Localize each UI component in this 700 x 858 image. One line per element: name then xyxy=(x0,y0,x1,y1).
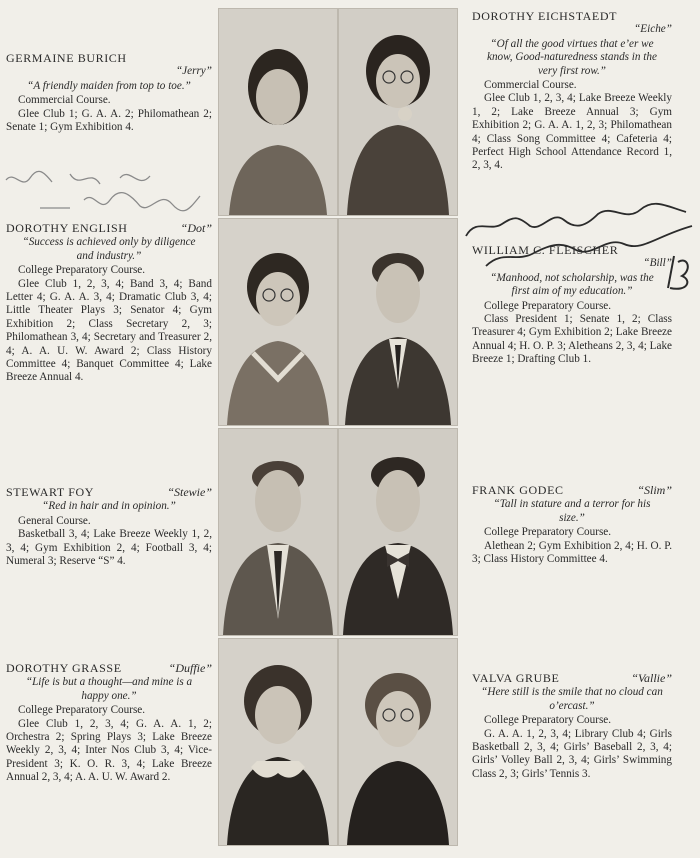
student-course: General Course. xyxy=(18,514,91,527)
student-nickname: “Stewie” xyxy=(167,485,212,499)
photo-grid xyxy=(218,8,458,846)
student-name: DOROTHY ENGLISH xyxy=(6,221,128,235)
student-course: College Preparatory Course. xyxy=(484,714,612,727)
student-course: College Preparatory Course. xyxy=(484,299,612,312)
student-motto: “Red in hair and in opinion.” xyxy=(42,500,176,513)
student-motto: “Tall in stature and a terror for his size.” xyxy=(493,498,651,524)
student-name: DOROTHY EICHSTAEDT xyxy=(472,9,618,23)
student-motto: “Here still is the smile that no cloud can o’ercast.” xyxy=(481,686,663,712)
portrait-grasse xyxy=(218,638,338,846)
student-entry-godec xyxy=(472,484,672,566)
portrait-eichstaedt xyxy=(338,8,458,216)
portrait-english xyxy=(218,218,338,426)
student-nickname: “Jerry” xyxy=(175,65,212,78)
student-nickname: “Eiche” xyxy=(634,23,672,36)
student-record: G. A. A. 1, 2, 3, 4; Library Club 4; Girls Basketball 2, 3, 4; Girls’ Baseball 2, 3, 4; Girls’ Volley Ball 2, 3, 4; Girls’ Swimming Class 2, 3; Girls’ Tennis 3. xyxy=(472,727,672,780)
student-motto: “A friendly maiden from top to toe.” xyxy=(27,79,191,92)
student-entry-english xyxy=(6,222,212,385)
student-motto: “Of all the good virtues that e’er we know, Good-naturedness stands in the very first row.” xyxy=(487,37,657,77)
student-record: Class President 1; Senate 1, 2; Class Treasurer 4; Gym Exhibition 2; Lake Breeze Annual 4; H. O. P. 3; Aletheans 2, 3, 4; Lake Breeze 1; Drafting Club 1. xyxy=(472,313,672,366)
student-course: College Preparatory Course. xyxy=(484,526,612,539)
student-record: Glee Club 1, 2, 3, 4; Lake Breeze Weekly 1, 2; Lake Breeze Annual 3; Gym Exhibition 2; G. A. A. 1, 2, 3; Philomathean 4; Class Song Committee 4; Cafeteria 4; Perfect High School Attendance Record 1, 2, 3, 4. xyxy=(472,92,672,172)
portrait-burich xyxy=(218,8,338,216)
student-nickname: “Dot” xyxy=(180,221,212,235)
student-nickname: “Bill” xyxy=(643,257,672,270)
portrait-fleischer xyxy=(338,218,458,426)
student-entry-eichstaedt xyxy=(472,10,672,173)
student-name: VALVA GRUBE xyxy=(472,671,560,685)
student-record: Basketball 3, 4; Lake Breeze Weekly 1, 2, 3, 4; Gym Exhibition 2, 4; Football 3, 4; Numeral 3; Reserve “S” 4. xyxy=(6,528,212,568)
student-name: DOROTHY GRASSE xyxy=(6,661,122,675)
student-record: Glee Club 1; G. A. A. 2; Philomathean 2; Senate 1; Gym Exhibition 4. xyxy=(6,107,212,134)
student-entry-grasse xyxy=(6,662,212,785)
student-record: Glee Club 1, 2, 3, 4; Band 3, 4; Band Letter 4; G. A. A. 3, 4; Dramatic Club 3, 4; Little Theater Plays 3; Senator 4; Gym Exhibition 2; Class Secretary 2, 3; Philomathean 3, 4; Secretary and Treasurer 2, 4; A. A. U. W. Award 2; Class History Committee 4; Banquet Committee 4; Lake Breeze Annual 4. xyxy=(6,277,212,384)
student-name: WILLIAM C. FLEISCHER xyxy=(472,243,619,257)
student-name: STEWART FOY xyxy=(6,485,94,499)
student-entry-fleischer xyxy=(472,244,672,367)
student-entry-foy xyxy=(6,486,212,568)
handwriting-note-left xyxy=(0,160,210,220)
portrait-godec xyxy=(338,428,458,636)
portrait-foy xyxy=(218,428,338,636)
student-nickname: “Vallie” xyxy=(631,671,672,685)
student-record: Alethean 2; Gym Exhibition 2, 4; H. O. P. 3; Class History Committee 4. xyxy=(472,539,672,566)
student-course: Commercial Course. xyxy=(484,79,577,92)
student-motto: “Manhood, not scholarship, was the first aim of my education.” xyxy=(490,271,654,298)
portrait-grube xyxy=(338,638,458,846)
student-course: College Preparatory Course. xyxy=(18,704,146,717)
student-entry-burich xyxy=(6,52,212,134)
student-nickname: “Duffie” xyxy=(168,661,212,675)
student-motto: “Life is but a thought—and mine is a happy one.” xyxy=(25,676,193,702)
student-name: FRANK GODEC xyxy=(472,483,564,497)
student-course: Commercial Course. xyxy=(18,94,111,107)
student-nickname: “Slim” xyxy=(637,483,672,497)
student-motto: “Success is achieved only by diligence and industry.” xyxy=(22,236,196,262)
student-name: GERMAINE BURICH xyxy=(6,51,127,65)
student-course: College Preparatory Course. xyxy=(18,264,146,277)
student-record: Glee Club 1, 2, 3, 4; G. A. A. 1, 2; Orchestra 2; Spring Plays 3; Lake Breeze Weekly 2, 3, 4; Inter Nos Club 3, 4; Vice-President 3; K. O. R. 3, 4; Lake Breeze Annual 2, 3, 4; A. A. U. W. Award 2. xyxy=(6,717,212,784)
student-entry-grube xyxy=(472,672,672,781)
